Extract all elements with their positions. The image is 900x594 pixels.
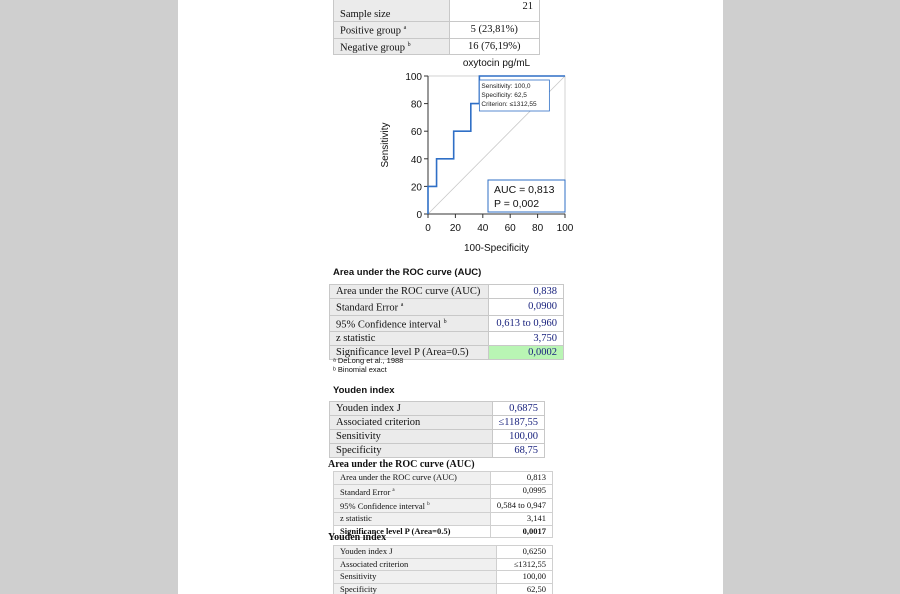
table-row xyxy=(334,513,553,526)
youden-heading-2: Youden index xyxy=(328,532,387,543)
specificity-value-2: 62,50 xyxy=(526,583,546,594)
sensitivity-value: 100,00 xyxy=(509,431,538,442)
criterion-label-2: Associated criterion xyxy=(340,558,409,569)
table-row xyxy=(334,484,553,498)
table-row xyxy=(334,583,553,594)
table-row xyxy=(334,472,553,485)
table-row xyxy=(330,416,545,430)
x-tick-label: 0 xyxy=(425,223,431,234)
table-row xyxy=(334,571,553,584)
youden-j-label-2: Youden index J xyxy=(340,546,393,556)
ci-label: 95% Confidence interval xyxy=(336,319,441,330)
footnote-binomial: ᵇ Binomial exact xyxy=(333,365,387,374)
specificity-label-2: Specificity xyxy=(340,583,377,594)
criterion-label: Associated criterion xyxy=(336,417,421,428)
positive-group-label: Positive group xyxy=(340,25,401,37)
significance-label-2: Significance level P (Area=0.5) xyxy=(340,525,451,536)
youden-j-value: 0,6875 xyxy=(509,403,538,414)
ci-value: 0,613 to 0,960 xyxy=(496,317,557,329)
std-error-label: Standard Error xyxy=(336,302,399,314)
criterion-value: ≤1187,55 xyxy=(498,417,538,428)
y-tick-label: 60 xyxy=(410,127,422,139)
ci-label-2: 95% Confidence interval xyxy=(340,500,425,511)
z-stat-label-2: z statistic xyxy=(340,513,372,524)
y-axis-label: Sensitivity xyxy=(380,122,391,168)
sensitivity-label: Sensitivity xyxy=(336,431,381,442)
youden-heading: Youden index xyxy=(333,385,395,396)
youden-table-2 xyxy=(333,545,553,594)
sensitivity-label-2: Sensitivity xyxy=(340,571,377,581)
footnote-marker: a xyxy=(403,25,407,31)
std-error-value-2: 0,0995 xyxy=(522,485,546,496)
auc-table-2 xyxy=(333,471,553,538)
table-row xyxy=(330,315,564,332)
auc-heading-2: Area under the ROC curve (AUC) xyxy=(328,459,475,470)
sample-size-value: 21 xyxy=(522,1,533,12)
document-page xyxy=(178,0,723,594)
footnote-marker: a xyxy=(400,302,404,308)
x-tick-label: 80 xyxy=(532,223,544,234)
auc-value-2: 0,813 xyxy=(526,472,546,482)
table-row xyxy=(330,402,545,416)
x-tick-label: 40 xyxy=(477,223,489,234)
significance-label: Significance level P (Area=0.5) xyxy=(336,347,469,358)
ci-value-2: 0,584 to 0,947 xyxy=(496,499,546,510)
footnote-delong: ᵃ DeLong et al., 1988 xyxy=(333,356,404,365)
y-tick-label: 40 xyxy=(410,154,422,166)
std-error-value: 0,0900 xyxy=(528,301,557,313)
std-error-label-2: Standard Error xyxy=(340,486,391,497)
auc-label: Area under the ROC curve (AUC) xyxy=(336,286,481,297)
significance-value-2: 0,0017 xyxy=(522,525,546,536)
auc-heading: Area under the ROC curve (AUC) xyxy=(333,267,482,278)
youden-j-value-2: 0,6250 xyxy=(522,546,546,556)
z-stat-label: z statistic xyxy=(336,333,376,344)
footnote-marker: b xyxy=(407,41,411,48)
positive-group-value: 5 (23,81%) xyxy=(470,24,518,36)
table-row xyxy=(330,299,564,316)
youden-j-label: Youden index J xyxy=(336,403,401,414)
y-tick-label: 0 xyxy=(416,210,422,221)
table-row xyxy=(334,0,540,22)
sample-size-label: Sample size xyxy=(340,9,391,20)
x-tick-label: 100 xyxy=(556,223,574,234)
table-row xyxy=(334,558,553,571)
table-row xyxy=(334,22,540,39)
table-row xyxy=(330,430,545,444)
x-tick-label: 60 xyxy=(504,223,516,234)
sample-table xyxy=(333,0,540,55)
criterion-value-2: ≤1312,55 xyxy=(513,558,546,569)
youden-table xyxy=(329,401,545,458)
table-row xyxy=(334,498,553,512)
table-row xyxy=(330,285,564,299)
y-tick-label: 80 xyxy=(410,99,422,111)
z-stat-value-2: 3,141 xyxy=(526,513,546,524)
negative-group-label: Negative group xyxy=(340,42,406,53)
footnote-marker: b xyxy=(427,501,430,507)
y-tick-label: 20 xyxy=(410,182,422,194)
footnote-marker: b xyxy=(443,318,447,325)
x-tick-label: 20 xyxy=(449,223,461,234)
auc-stats-line: AUC = 0,813 xyxy=(494,184,555,196)
auc-label-2: Area under the ROC curve (AUC) xyxy=(340,472,457,482)
specificity-label: Specificity xyxy=(336,445,382,456)
criterion-annotation-line: Sensitivity: 100,0 xyxy=(481,83,531,90)
z-stat-value: 3,750 xyxy=(533,333,557,344)
table-row xyxy=(334,546,553,559)
roc-chart xyxy=(178,52,723,257)
table-row xyxy=(330,444,545,458)
x-axis-label: 100-Specificity xyxy=(463,243,530,254)
criterion-annotation-line: Specificity: 62,5 xyxy=(481,92,527,99)
footnote-marker: a xyxy=(392,487,395,493)
negative-group-value: 16 (76,19%) xyxy=(468,40,521,52)
chart-title: oxytocin pg/mL xyxy=(462,58,531,69)
criterion-annotation-line: Criterion: ≤1312,55 xyxy=(481,101,537,108)
sensitivity-value-2: 100,00 xyxy=(522,571,546,581)
auc-stats-line: P = 0,002 xyxy=(494,198,540,210)
y-tick-label: 100 xyxy=(405,72,422,83)
significance-value: 0,0002 xyxy=(528,347,557,358)
auc-table xyxy=(329,284,564,360)
auc-value: 0,838 xyxy=(533,286,557,297)
specificity-value: 68,75 xyxy=(514,445,538,456)
table-row xyxy=(330,332,564,346)
